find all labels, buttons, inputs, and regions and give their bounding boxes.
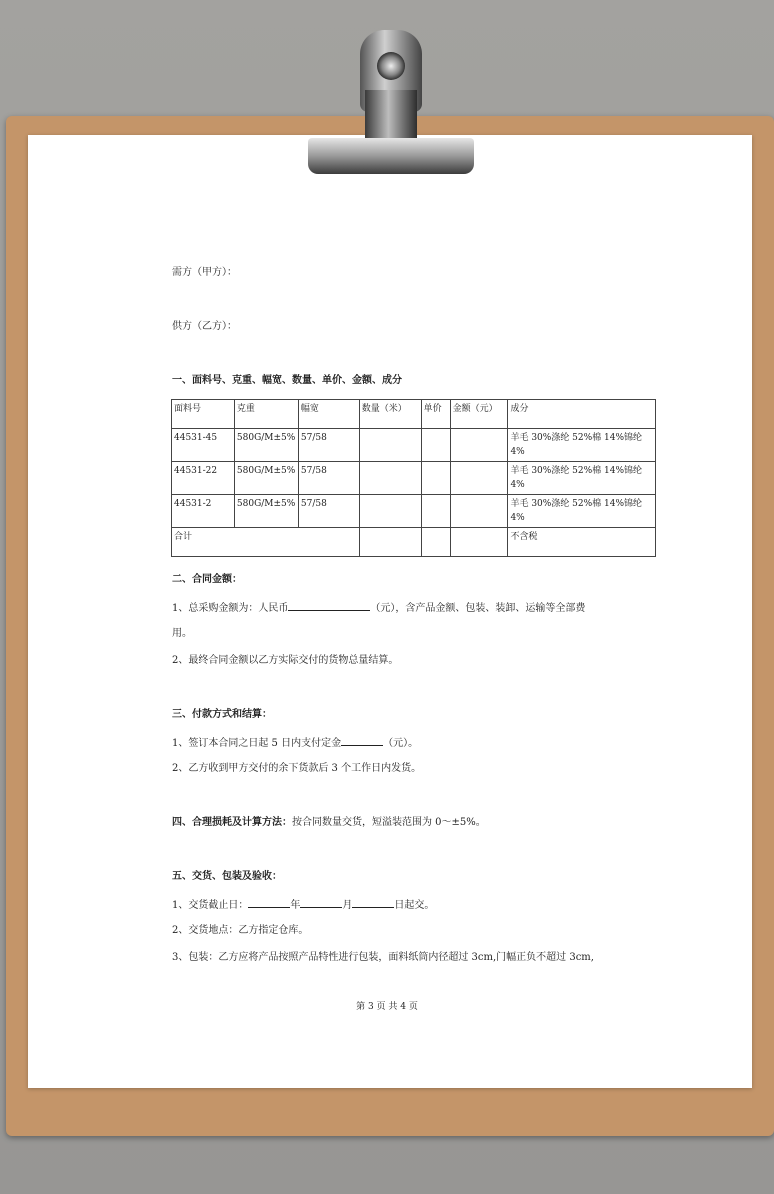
table-cell	[421, 528, 450, 557]
table-cell: 44531-22	[172, 462, 235, 495]
table-cell: 44531-45	[172, 429, 235, 462]
table-cell: 580G/M±5%	[234, 429, 298, 462]
tax-note: 不含税	[508, 528, 656, 557]
table-cell	[359, 462, 421, 495]
buyer-label: 需方（甲方）：	[172, 267, 237, 278]
table-cell	[450, 462, 508, 495]
column-header: 幅宽	[298, 400, 359, 429]
amount-blank[interactable]	[288, 600, 370, 611]
section5-item3: 3、包装：乙方应将产品按照产品特性进行包装，面料纸筒内径超过 3cm,门幅正负不超过 3cm,	[172, 952, 594, 963]
column-header: 金额（元）	[450, 400, 508, 429]
section1-title: 一、面料号、克重、幅宽、数量、单价、金额、成分	[172, 375, 402, 386]
table-cell	[421, 462, 450, 495]
section5-title: 五、交货、包装及验收：	[172, 871, 282, 882]
table-row	[172, 429, 656, 462]
table-cell: 57/58	[298, 462, 359, 495]
column-header: 面料号	[172, 400, 235, 429]
table-cell	[359, 495, 421, 528]
section5-item2: 2、交货地点：乙方指定仓库。	[172, 925, 309, 936]
section2-item2: 2、最终合同金额以乙方实际交付的货物总量结算。	[172, 655, 399, 666]
section2-item1-cont: 用。	[172, 628, 192, 639]
table-cell: 580G/M±5%	[234, 462, 298, 495]
table-cell: 580G/M±5%	[234, 495, 298, 528]
clip-hole	[377, 52, 405, 80]
table-cell: 57/58	[298, 495, 359, 528]
year-label: 年	[290, 900, 301, 911]
clip-base	[308, 138, 474, 174]
month-blank[interactable]	[300, 897, 342, 908]
section2-item1-text-end: （元），含产品金额、包装、装卸、运输等全部费	[370, 603, 586, 614]
section4	[172, 816, 486, 830]
table-total-row	[172, 528, 656, 557]
spec-table	[171, 399, 656, 557]
column-header: 克重	[234, 400, 298, 429]
section2-item1	[172, 600, 585, 616]
day-blank[interactable]	[352, 897, 394, 908]
table-cell: 44531-2	[172, 495, 235, 528]
table-cell: 57/58	[298, 429, 359, 462]
table-cell	[421, 495, 450, 528]
month-label: 月	[342, 900, 353, 911]
section2-item1-text: 1、总采购金额为：人民币	[172, 603, 289, 614]
table-cell: 羊毛 30%涤纶 52%棉 14%锦纶 4%	[508, 495, 656, 528]
section4-text: 按合同数量交货，短溢装范围为 0～±5%。	[292, 817, 486, 828]
column-header: 成分	[508, 400, 656, 429]
day-label: 日起交。	[394, 900, 435, 911]
table-cell	[421, 429, 450, 462]
table-cell	[450, 429, 508, 462]
clip-body	[365, 90, 417, 142]
table-row	[172, 495, 656, 528]
table-cell	[450, 495, 508, 528]
section2-title: 二、合同金额：	[172, 574, 242, 585]
table-cell	[450, 528, 508, 557]
column-header: 单价	[421, 400, 450, 429]
section4-title: 四、合理损耗及计算方法：	[172, 817, 292, 828]
section5-item1-text: 1、交货截止日：	[172, 900, 249, 911]
section3-title: 三、付款方式和结算：	[172, 709, 272, 720]
section3-item1-text-end: （元）。	[383, 738, 419, 749]
deposit-blank[interactable]	[341, 735, 383, 746]
section3-item1	[172, 735, 418, 751]
table-cell: 羊毛 30%涤纶 52%棉 14%锦纶 4%	[508, 462, 656, 495]
table-row	[172, 462, 656, 495]
year-blank[interactable]	[248, 897, 290, 908]
table-header-row	[172, 400, 656, 429]
table-cell: 羊毛 30%涤纶 52%棉 14%锦纶 4%	[508, 429, 656, 462]
supplier-label: 供方（乙方）：	[172, 321, 237, 332]
table-cell	[359, 528, 421, 557]
section5-item1	[172, 897, 434, 913]
section3-item1-text: 1、签订本合同之日起 5 日内支付定金	[172, 738, 342, 749]
column-header: 数量（米）	[359, 400, 421, 429]
section3-item2: 2、乙方收到甲方交付的余下货款后 3 个工作日内发货。	[172, 763, 422, 774]
page-number: 第 3 页 共 4 页	[356, 1002, 418, 1012]
total-label: 合计	[172, 528, 360, 557]
table-cell	[359, 429, 421, 462]
